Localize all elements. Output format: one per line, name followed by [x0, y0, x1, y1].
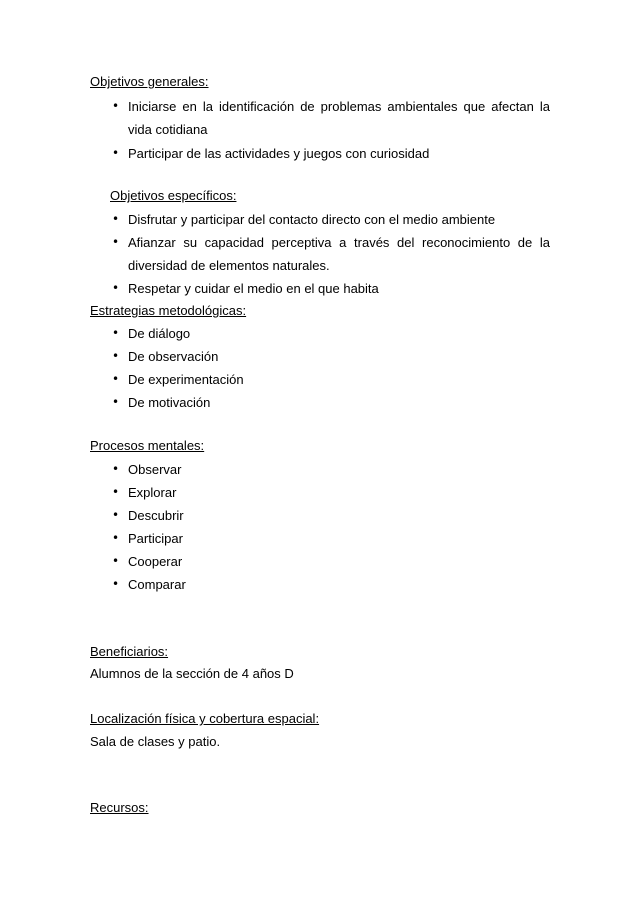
- estrategias-heading: Estrategias metodológicas:: [90, 303, 247, 318]
- list-item: • Participar: [90, 527, 550, 550]
- objetivos-generales-list: [90, 95, 550, 165]
- list-item: • De experimentación: [90, 368, 550, 391]
- list-item: • Afianzar su capacidad perceptiva a través del reconocimiento de la diversidad de elementos naturales.: [90, 231, 550, 277]
- list-item: • Explorar: [90, 481, 550, 504]
- list-item: • Iniciarse en la identificación de problemas ambientales que afectan la vida cotidiana: [90, 95, 550, 141]
- list-item: • Observar: [90, 458, 550, 481]
- estrategias-list: [90, 322, 550, 414]
- beneficiarios-heading: Beneficiarios:: [90, 644, 169, 659]
- list-item: • Respetar y cuidar el medio en el que habita: [90, 277, 550, 300]
- list-item: • De motivación: [90, 391, 550, 414]
- list-item: • Cooperar: [90, 550, 550, 573]
- recursos-heading: Recursos:: [90, 800, 149, 815]
- procesos-list: [90, 458, 550, 596]
- objetivos-especificos-list: [90, 208, 550, 300]
- localizacion-text: Sala de clases y patio.: [90, 734, 221, 749]
- objetivos-generales-heading: Objetivos generales:: [90, 74, 209, 89]
- objetivos-especificos-heading: Objetivos específicos:: [110, 188, 237, 203]
- list-item: • De diálogo: [90, 322, 550, 345]
- beneficiarios-text: Alumnos de la sección de 4 años D: [90, 666, 294, 681]
- list-item: • Participar de las actividades y juegos con curiosidad: [90, 142, 550, 165]
- list-item: • Disfrutar y participar del contacto directo con el medio ambiente: [90, 208, 550, 231]
- list-item: • Descubrir: [90, 504, 550, 527]
- list-item: • Comparar: [90, 573, 550, 596]
- procesos-heading: Procesos mentales:: [90, 438, 205, 453]
- list-item: • De observación: [90, 345, 550, 368]
- localizacion-heading: Localización física y cobertura espacial:: [90, 711, 320, 726]
